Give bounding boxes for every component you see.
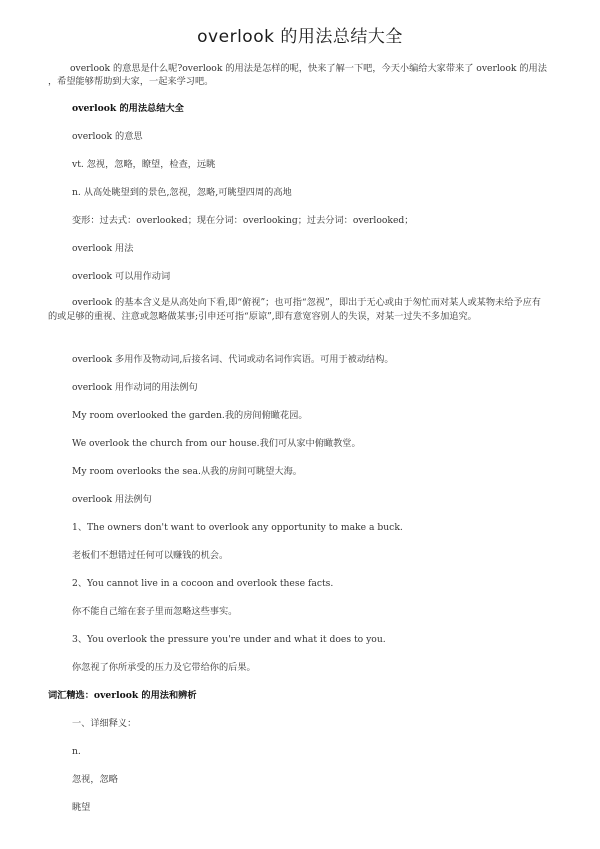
page-title: overlook 的用法总结大全: [197, 27, 403, 47]
usage-transitive-note: overlook 多用作及物动词,后接名词、代词或动名词作宾语。可用于被动结构。: [72, 354, 394, 365]
usage-heading: overlook 用法: [72, 243, 134, 254]
section-heading-vocabulary: 词汇精选：overlook 的用法和辨析: [48, 690, 197, 701]
verb-example-3: My room overlooks the sea.从我的房间可眺望大海。: [72, 466, 302, 477]
word-forms: 变形：过去式：overlooked；现在分词：overlooking；过去分词：overlooked；: [72, 215, 414, 226]
examples-heading: overlook 用法例句: [72, 494, 152, 505]
intro-paragraph: overlook 的意思是什么呢?overlook 的用法是怎样的呢，快来了解一下吧，今天小编给大家带来了 overlook 的用法 ，希望能够帮助到大家，一起来学习吧。: [48, 63, 547, 87]
noun-definition-1: 忽视，忽略: [72, 774, 118, 785]
vt-meaning: vt. 忽视，忽略，瞭望，检查，远眺: [72, 159, 216, 170]
detail-heading: 一、详细释义：: [72, 718, 137, 729]
example-2-zh: 你不能自己缩在套子里而忽略这些事实。: [72, 606, 238, 617]
usage-paragraph: overlook 的基本含义是从高处向下看,即“俯视”；也可指“忽视”，即出于无心或由于匆忙而对某人或某物未给予应有的或足够的重视、注意或忽略做某事;引申还可指“原谅”,即有意宽容别人的失误，对某一过失不多加追究。: [48, 297, 541, 322]
part-of-speech-noun: n.: [72, 746, 81, 757]
verb-examples-heading: overlook 用作动词的用法例句: [72, 382, 198, 393]
example-2-en: 2、You cannot live in a cocoon and overlook these facts.: [72, 578, 334, 589]
meaning-heading: overlook 的意思: [72, 131, 143, 142]
n-meaning: n. 从高处眺望到的景色,忽视，忽略,可眺望四周的高地: [72, 187, 292, 198]
example-3-zh: 你忽视了你所承受的压力及它带给你的后果。: [72, 662, 256, 673]
verb-example-2: We overlook the church from our house.我们可从家中俯瞰教堂。: [72, 438, 361, 449]
section-heading-usage-summary: overlook 的用法总结大全: [72, 103, 184, 114]
verb-example-1: My room overlooked the garden.我的房间俯瞰花园。: [72, 410, 308, 421]
example-3-en: 3、You overlook the pressure you're under and what it does to you.: [72, 634, 386, 645]
usage-verb-note: overlook 可以用作动词: [72, 271, 171, 282]
example-1-en: 1、The owners don't want to overlook any opportunity to make a buck.: [72, 522, 403, 533]
example-1-zh: 老板们不想错过任何可以赚钱的机会。: [72, 550, 229, 561]
noun-definition-2: 眺望: [72, 802, 91, 813]
